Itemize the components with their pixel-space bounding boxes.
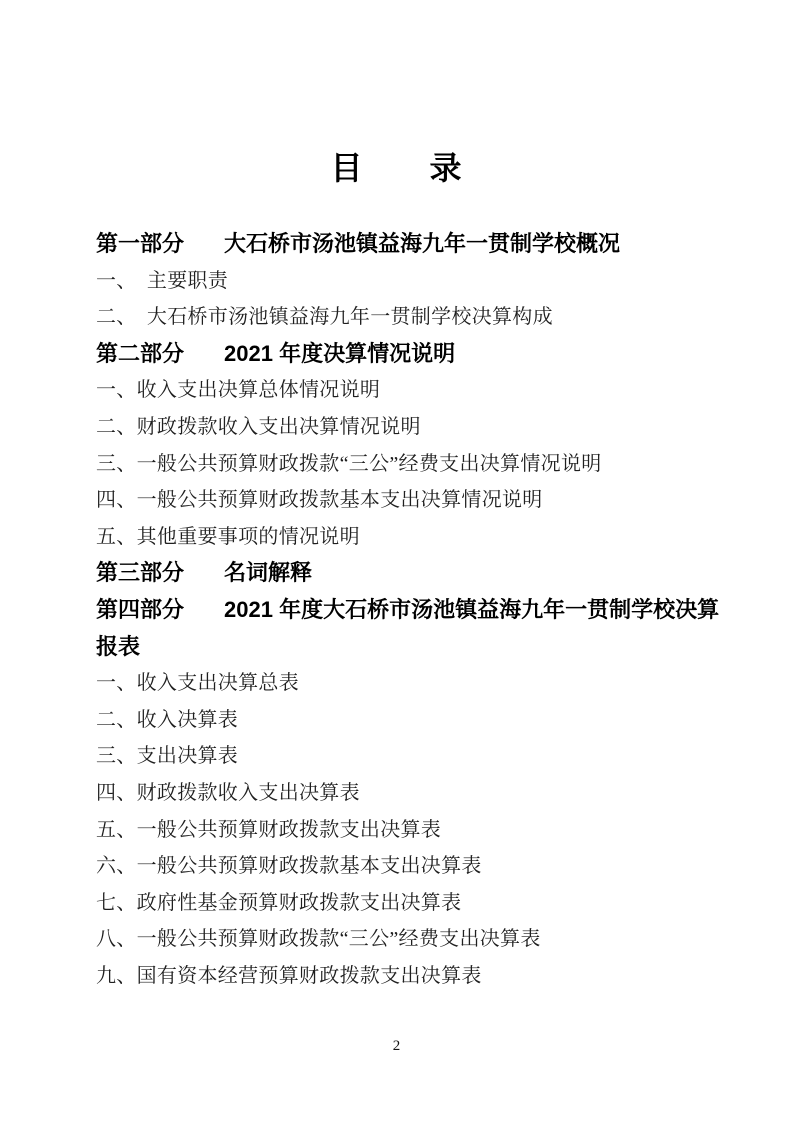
toc-part-title: 大石桥市汤池镇益海九年一贯制学校概况 <box>224 231 621 256</box>
toc-part-heading <box>96 336 728 373</box>
toc-item-text: 二、收入决算表 <box>96 708 239 731</box>
toc-item-text: 二、 大石桥市汤池镇益海九年一贯制学校决算构成 <box>96 306 553 329</box>
toc-item-text: 一、收入支出决算总表 <box>96 672 299 695</box>
toc-item-text: 九、国有资本经营预算财政拨款支出决算表 <box>96 964 482 987</box>
toc-item-text: 三、支出决算表 <box>96 745 239 768</box>
toc-part-heading <box>96 555 728 592</box>
toc-item <box>96 409 728 446</box>
toc-item-text: 一、 主要职责 <box>96 269 229 292</box>
toc-item <box>96 848 728 885</box>
toc-part-label: 第四部分 <box>96 596 185 622</box>
toc-item <box>96 812 728 849</box>
part-label-gap <box>184 250 224 251</box>
part-label-gap <box>184 579 224 580</box>
toc-part-title: 名词解释 <box>224 560 313 586</box>
toc-part-heading <box>96 592 728 665</box>
toc-item-text: 八、一般公共预算财政拨款“三公”经费支出决算表 <box>96 928 541 951</box>
toc-item-text: 二、财政拨款收入支出决算情况说明 <box>96 415 421 438</box>
toc-item <box>96 482 728 519</box>
toc-item-text: 六、一般公共预算财政拨款基本支出决算表 <box>96 855 482 878</box>
toc-item <box>96 299 728 336</box>
toc-part-heading <box>96 226 728 263</box>
toc-part-label: 第一部分 <box>96 231 185 256</box>
toc-item <box>96 665 728 702</box>
toc-part-title: 2021 年度决算情况说明 <box>224 340 456 366</box>
toc-part-title: 2021 年度大石桥市汤池镇益海九年一贯制学校决算报表 <box>96 596 720 659</box>
toc-item <box>96 921 728 958</box>
toc-item-text: 四、一般公共预算财政拨款基本支出决算情况说明 <box>96 489 543 512</box>
toc-item-text: 七、政府性基金预算财政拨款支出决算表 <box>96 891 462 914</box>
toc-part-label: 第二部分 <box>96 340 185 366</box>
toc-item-text: 五、其他重要事项的情况说明 <box>96 525 360 548</box>
part-label-gap <box>184 616 224 617</box>
page-number: 2 <box>392 1038 401 1054</box>
toc-item <box>96 263 728 300</box>
toc-item <box>96 885 728 922</box>
toc-item <box>96 738 728 775</box>
table-of-contents <box>96 226 728 994</box>
toc-item-text: 四、财政拨款收入支出决算表 <box>96 781 360 804</box>
toc-part-label: 第三部分 <box>96 560 185 586</box>
toc-item-text: 三、一般公共预算财政拨款“三公”经费支出决算情况说明 <box>96 452 602 475</box>
page-title: 目 录 <box>330 150 463 186</box>
toc-item <box>96 519 728 556</box>
toc-item-text: 五、一般公共预算财政拨款支出决算表 <box>96 818 442 841</box>
toc-item-text: 一、收入支出决算总体情况说明 <box>96 379 381 402</box>
toc-item <box>96 775 728 812</box>
toc-item <box>96 372 728 409</box>
part-label-gap <box>184 360 224 361</box>
toc-item <box>96 958 728 995</box>
toc-item <box>96 446 728 483</box>
toc-item <box>96 702 728 739</box>
